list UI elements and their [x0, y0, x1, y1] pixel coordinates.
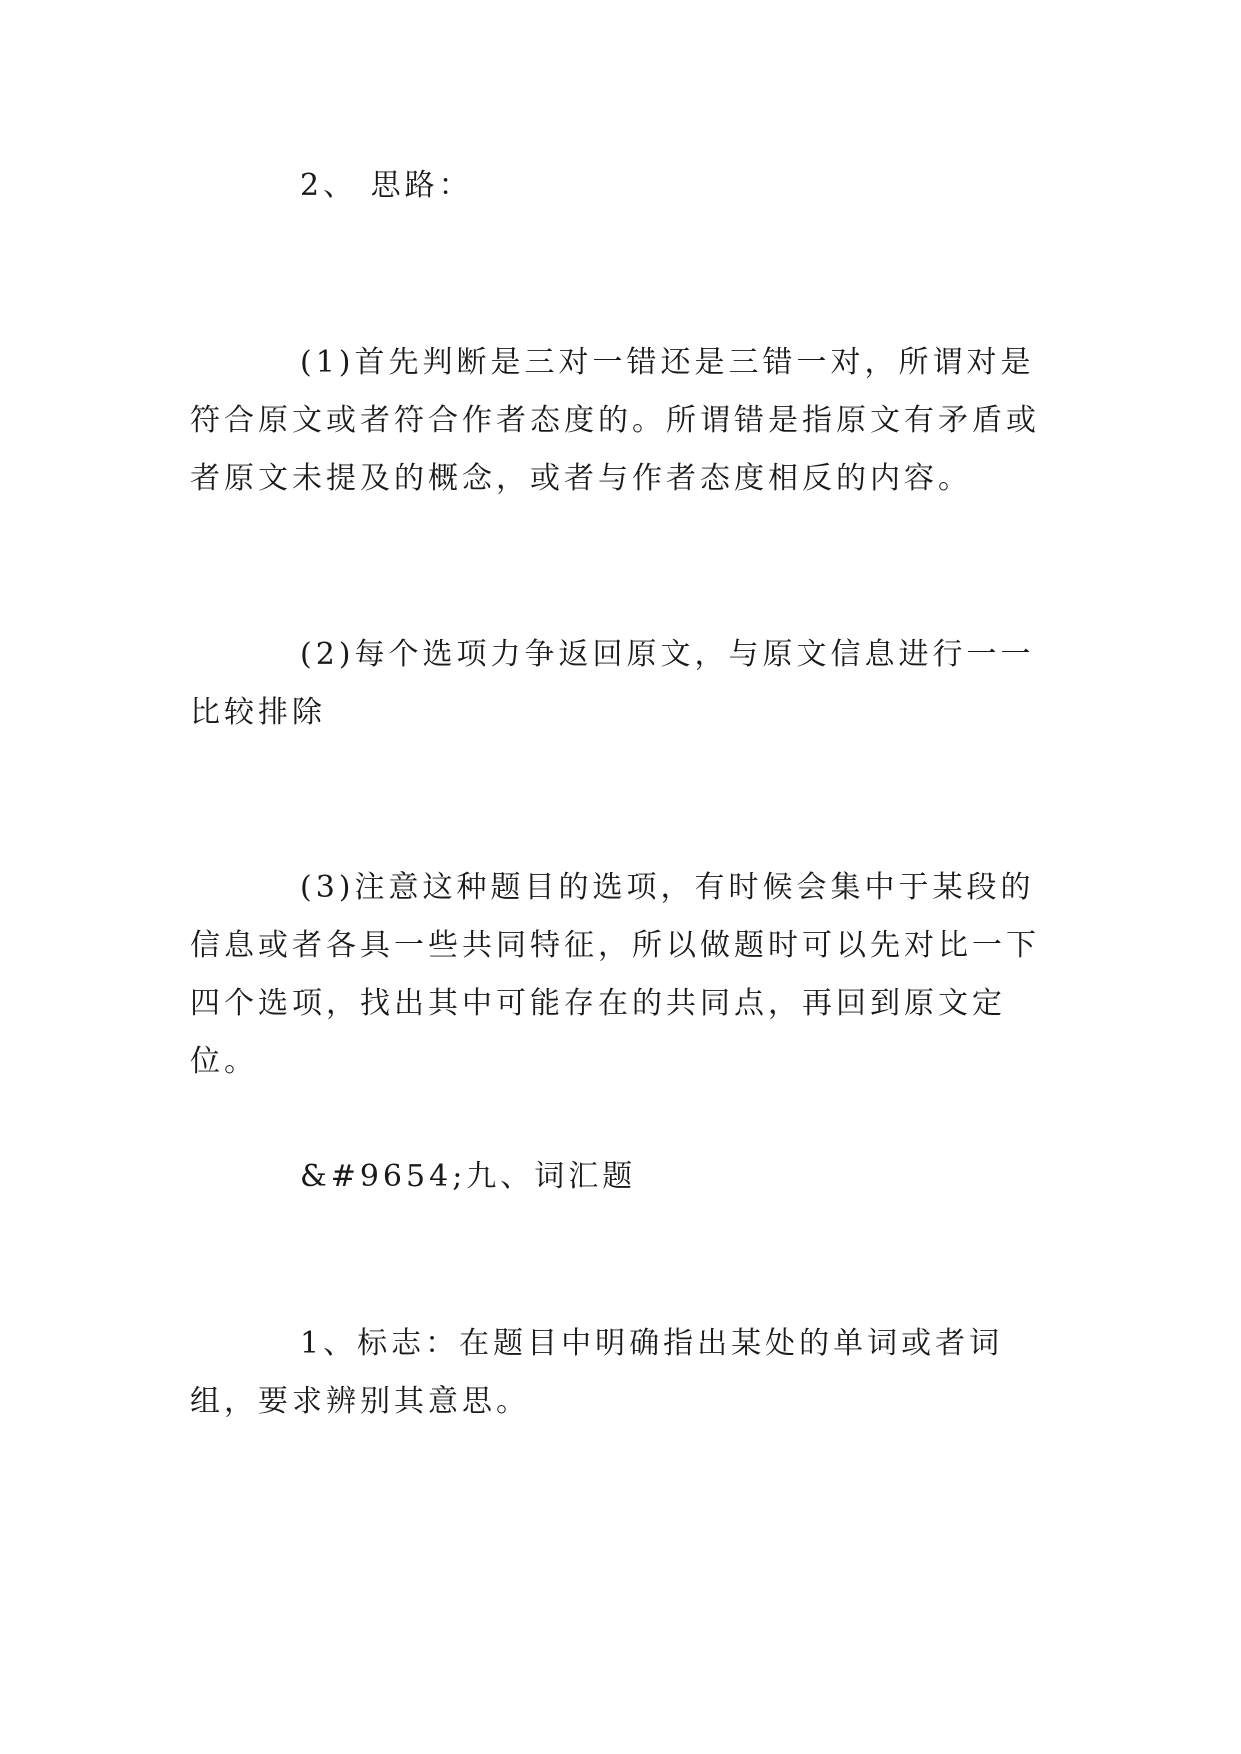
paragraph-point-1: (1)首先判断是三对一错还是三错一对，所谓对是符合原文或者符合作者态度的。所谓错是指原文有矛盾或者原文未提及的概念，或者与作者态度相反的内容。 [190, 345, 1040, 496]
section-heading-silu: 2、 思路： [300, 168, 473, 203]
paragraph-point-3: (3)注意这种题目的选项，有时候会集中于某段的信息或者各具一些共同特征，所以做题时可以先对比一下四个选项，找出其中可能存在的共同点，再回到原文定位。 [190, 870, 1040, 1079]
paragraph-point-2: (2)每个选项力争返回原文，与原文信息进行一一比较排除 [190, 637, 1035, 730]
paragraph-marker: 1、标志：在题目中明确指出某处的单词或者词组，要求辨别其意思。 [190, 1326, 1004, 1419]
section-heading-vocabulary: &#9654;九、词汇题 [300, 1159, 637, 1194]
